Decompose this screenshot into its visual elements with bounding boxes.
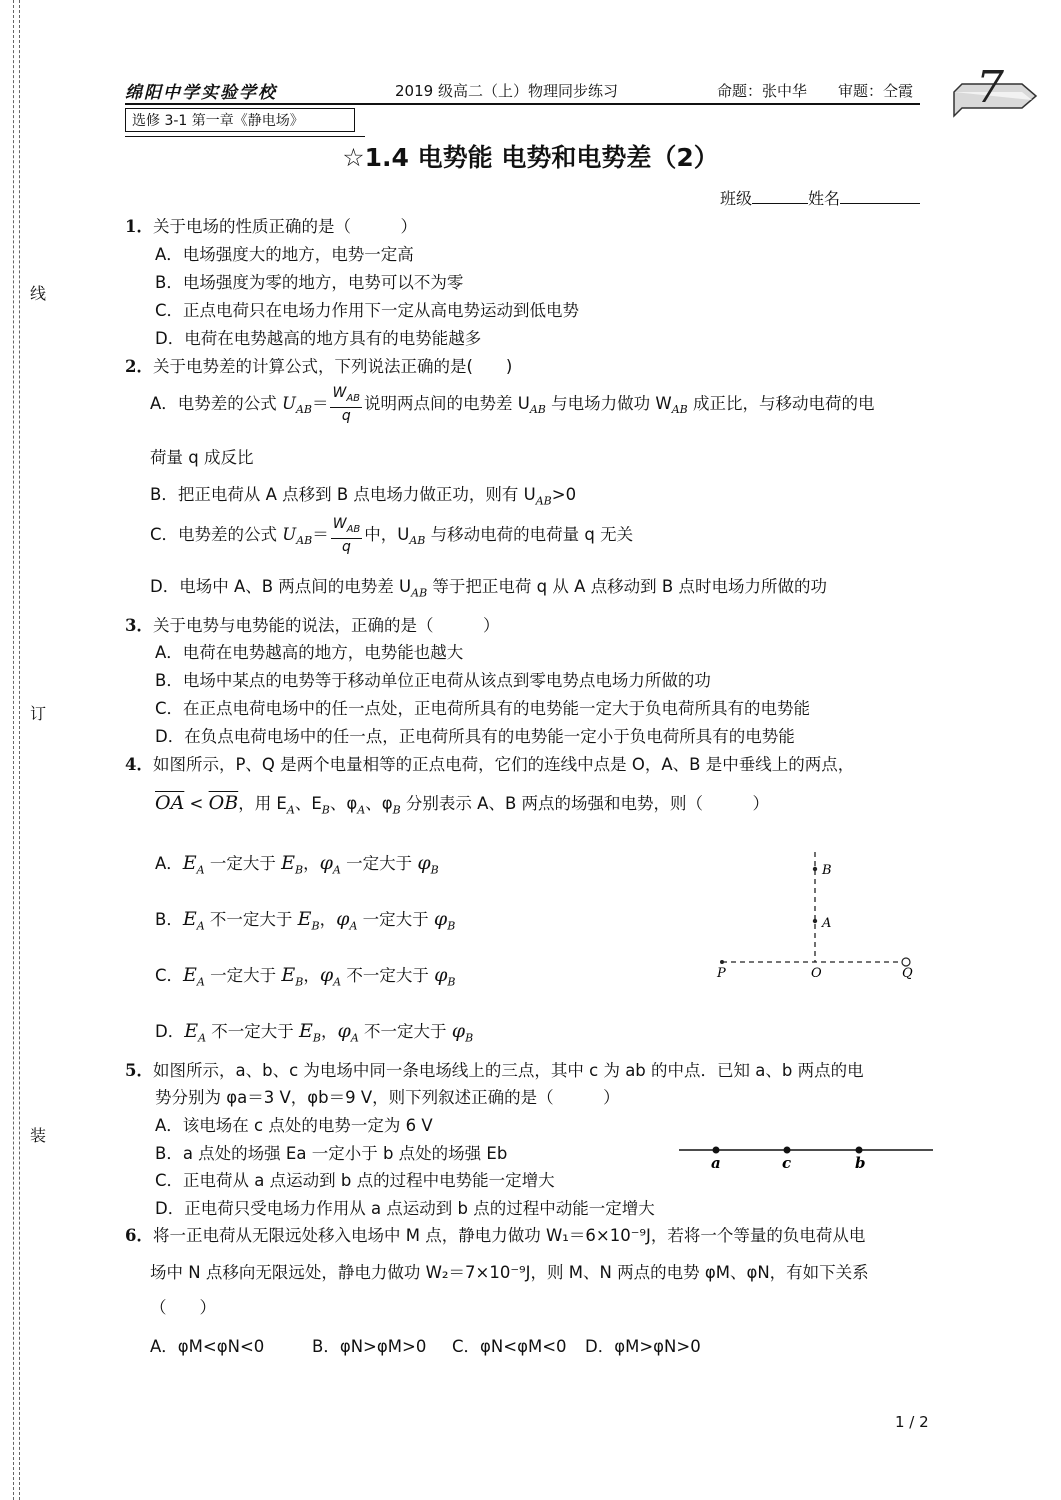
- course-name: 2019 级高二（上）物理同步练习: [395, 82, 618, 100]
- q3-stem: 3．关于电势与电势能的说法，正确的是（ ）: [125, 616, 500, 635]
- binding-rail: [19, 0, 20, 1500]
- q2-option-a-cont: 荷量 q 成反比: [150, 448, 254, 467]
- reviewer: 审题：仝霞: [838, 82, 914, 100]
- q6-option-b: B．φN>φM>0: [312, 1337, 427, 1356]
- label-o: O: [811, 966, 822, 980]
- name-label: 姓名: [808, 189, 841, 208]
- q5-figure: [675, 1138, 937, 1178]
- q4-condition: $\overline{OA} < \overline{OB}$，用 $E_A$、$E_B$、$\varphi_A$、$\varphi_B$ 分别表示 A、B 两点的场强和电势，则（ ）: [155, 792, 770, 817]
- name-blank: [840, 189, 920, 204]
- q2-option-d: D．电场中 A、B 两点间的电势差 $U_{AB}$ 等于把正电荷 q 从 A 点移动到 B 点时电场力所做的功: [150, 577, 827, 600]
- q5-option-c: C．正电荷从 a 点运动到 b 点的过程中电势能一定增大: [155, 1171, 555, 1190]
- q6-stem-cont: 场中 N 点移向无限远处，静电力做功 W₂＝7×10⁻⁹J，则 M、N 两点的电势 φM、φN，有如下关系: [150, 1263, 869, 1282]
- page-number: 1 / 2: [895, 1413, 929, 1431]
- binding-margin: [6, 0, 47, 1500]
- q3-option-b: B．电场中某点的电势等于移动单位正电荷从该点到零电势点电场力所做的功: [155, 671, 711, 690]
- label-q: Q: [902, 966, 913, 980]
- point-p: [720, 960, 724, 964]
- point-q: [902, 958, 910, 966]
- q5-stem-cont: 势分别为 φa＝3 V，φb＝9 V，则下列叙述正确的是（ ）: [155, 1088, 620, 1107]
- class-blank: [752, 189, 808, 204]
- q5-option-a: A．该电场在 c 点处的电势一定为 6 V: [155, 1116, 433, 1135]
- exercise-number-badge: [952, 62, 1040, 120]
- q4-option-d: D．$E_A$ 不一定大于 $E_B$，$\varphi_A$ 不一定大于 $\varphi_B$: [155, 1020, 474, 1045]
- chapter-box: 选修 3-1 第一章《静电场》: [125, 108, 355, 132]
- q3-option-c: C．在正点电荷电场中的任一点处，正电荷所具有的电势能一定大于负电荷所具有的电势能: [155, 699, 811, 718]
- q2-stem: 2．关于电势差的计算公式，下列说法正确的是( ): [125, 357, 513, 376]
- q3-option-a: A．电荷在电势越高的地方，电势能也越大: [155, 643, 464, 662]
- chapter-rule: [125, 136, 365, 137]
- q2-option-c: C．电势差的公式 $U_{AB}=$ $\frac{W_{AB}}{q}$ 中，$U_{AB}$ 与移动电荷的电荷量 q 无关: [150, 516, 634, 555]
- binding-mark-line: 线: [30, 284, 47, 303]
- q5-option-d: D．正电荷只受电场力作用从 a 点运动到 b 点的过程中动能一定增大: [155, 1199, 655, 1218]
- q1-option-b: B．电场强度为零的地方，电势可以不为零: [155, 273, 464, 292]
- point-b: [856, 1147, 863, 1154]
- binding-mark-install: 装: [30, 1126, 47, 1145]
- page-header: [125, 78, 920, 104]
- q2-option-b: B．把正电荷从 A 点移到 B 点电场力做正功，则有 $U_{AB}>0$: [150, 485, 577, 508]
- q4-figure: [710, 840, 930, 980]
- page-title: ☆1.4 电势能 电势和电势差（2）: [342, 143, 719, 172]
- class-label: 班级: [720, 189, 753, 208]
- q2-option-a: A．电势差的公式 $U_{AB}=$ $\frac{W_{AB}}{q}$ 说明两点间的电势差 $U_{AB}$ 与电场力做功 $W_{AB}$ 成正比，与移动电荷的电: [150, 385, 875, 424]
- q4-option-c: C．$E_A$ 一定大于 $E_B$，$\varphi_A$ 不一定大于 $\varphi_B$: [155, 964, 456, 989]
- q1-stem: 1．关于电场的性质正确的是（ ）: [125, 217, 417, 236]
- point-c: [784, 1147, 791, 1154]
- badge-number: 7: [976, 62, 1004, 113]
- point-b: [813, 867, 817, 871]
- school-name: 绵阳中学实验学校: [125, 83, 277, 103]
- q6-option-d: D．φM>φN>0: [585, 1337, 701, 1356]
- q4-stem: 4．如图所示，P、Q 是两个电量相等的正点电荷，它们的连线中点是 O，A、B 是中垂线上的两点，: [125, 755, 855, 774]
- q2-fraction: $\frac{W_{AB}}{q}$: [332, 385, 361, 424]
- q6-stem-cont2: （ ）: [150, 1298, 216, 1317]
- q3-option-d: D．在负点电荷电场中的任一点，正电荷所具有的电势能一定小于负电荷所具有的电势能: [155, 727, 795, 746]
- label-a: A: [822, 916, 832, 931]
- q5-option-b: B．a 点处的场强 Ea 一定小于 b 点处的场强 Eb: [155, 1144, 508, 1163]
- label-b: B: [822, 863, 832, 878]
- q1-option-c: C．正点电荷只在电场力作用下一定从高电势运动到低电势: [155, 301, 580, 320]
- q1-option-a: A．电场强度大的地方，电势一定高: [155, 245, 414, 264]
- label-c: c: [782, 1154, 792, 1172]
- q6-option-a: A．φM<φN<0: [150, 1337, 265, 1356]
- student-info: [720, 186, 920, 209]
- author: 命题：张中华: [717, 82, 808, 100]
- q2-fraction-c: $\frac{W_{AB}}{q}$: [332, 516, 361, 555]
- q1-option-d: D．电荷在电势越高的地方具有的电势能越多: [155, 329, 482, 348]
- binding-rail: [13, 0, 14, 1500]
- q6-stem: 6．将一正电荷从无限远处移入电场中 M 点，静电力做功 W₁＝6×10⁻⁹J，若将一个等量的负电荷从电: [125, 1226, 866, 1245]
- q4-option-b: B．$E_A$ 不一定大于 $E_B$，$\varphi_A$ 一定大于 $\varphi_B$: [155, 908, 456, 933]
- q6-option-c: C．φN<φM<0: [452, 1337, 567, 1356]
- label-b: b: [855, 1154, 866, 1172]
- binding-mark-order: 订: [30, 704, 47, 723]
- q5-stem: 5．如图所示，a、b、c 为电场中同一条电场线上的三点，其中 c 为 ab 的中点．已知 a、b 两点的电: [125, 1061, 864, 1080]
- q4-option-a: A．$E_A$ 一定大于 $E_B$，$\varphi_A$ 一定大于 $\varphi_B$: [155, 852, 439, 877]
- point-a: [813, 919, 817, 923]
- label-a: a: [711, 1154, 721, 1172]
- header-rule: [125, 103, 920, 105]
- label-p: P: [717, 966, 726, 980]
- point-a: [713, 1147, 720, 1154]
